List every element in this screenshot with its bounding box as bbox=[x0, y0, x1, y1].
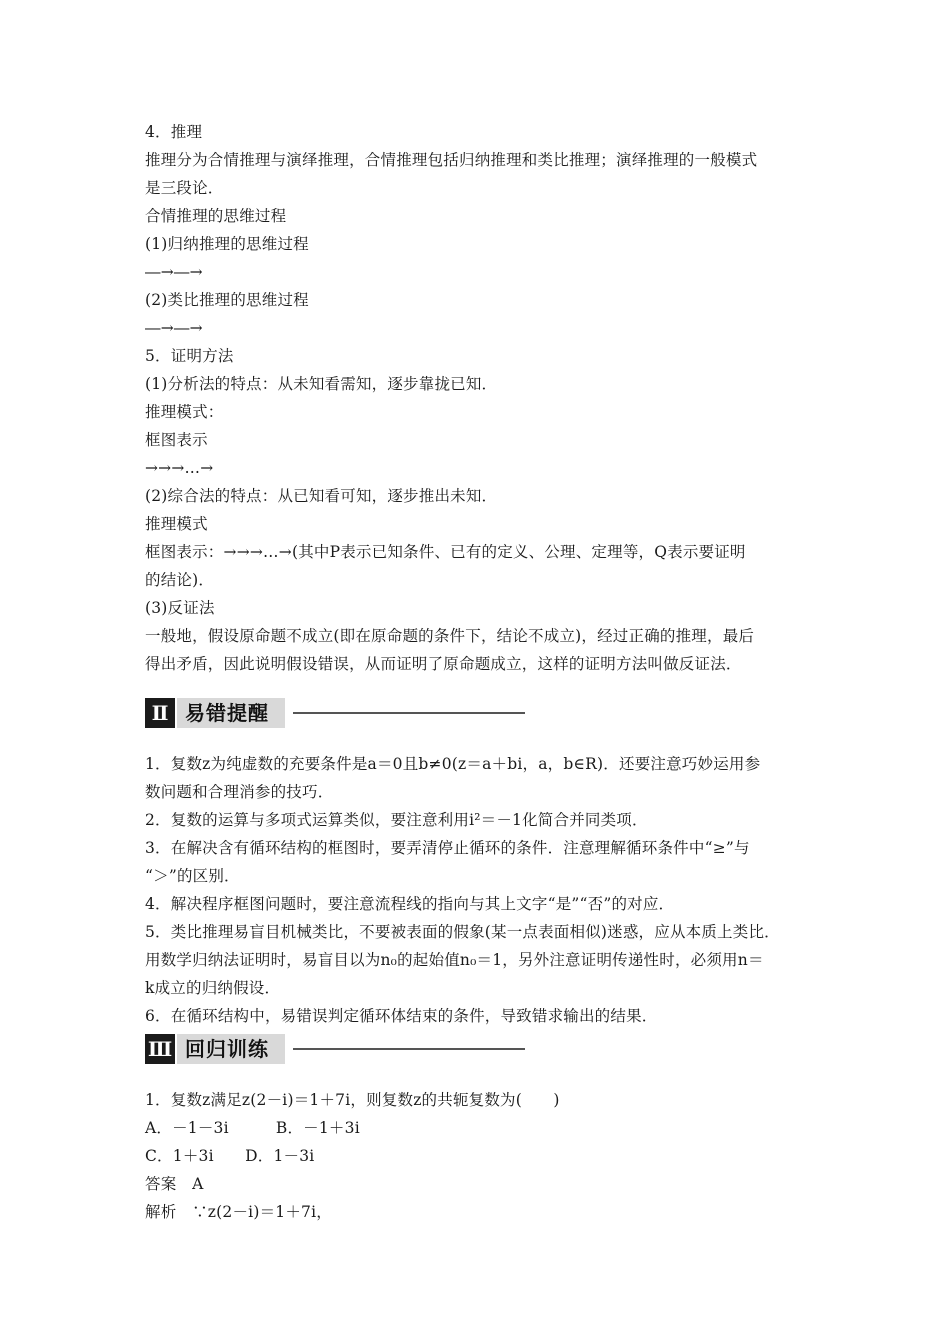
list-item: 2．复数的运算与多项式运算类似，要注意利用i²＝－1化简合并同类项． bbox=[145, 811, 648, 829]
section-divider bbox=[293, 712, 525, 714]
section-title: 易错提醒 bbox=[177, 698, 285, 728]
paragraph-line: 得出矛盾，因此说明假设错误，从而证明了原命题成立，这样的证明方法叫做反证法． bbox=[145, 655, 742, 673]
paragraph-line: 框图表示 bbox=[145, 431, 208, 449]
paragraph-line: 是三段论． bbox=[145, 179, 224, 197]
flow-arrows: ―→―→ bbox=[145, 263, 203, 281]
paragraph-line: 一般地，假设原命题不成立(即在原命题的条件下，结论不成立)，经过正确的推理，最后 bbox=[145, 627, 755, 645]
flow-arrows: →→→…→ bbox=[145, 459, 214, 477]
paragraph-line: 推理分为合情推理与演绎推理，合情推理包括归纳推理和类比推理；演绎推理的一般模式 bbox=[145, 151, 758, 169]
paragraph-line: (2)类比推理的思维过程 bbox=[145, 291, 309, 309]
section-header-review-exercises bbox=[145, 1034, 525, 1064]
section-number-badge: Ⅱ bbox=[145, 698, 175, 728]
section-number-badge: Ⅲ bbox=[145, 1034, 175, 1064]
question-stem: 1．复数z满足z(2－i)＝1＋7i，则复数z的共轭复数为( ) bbox=[145, 1091, 560, 1109]
list-item: 数问题和合理消参的技巧． bbox=[145, 783, 334, 801]
list-item: 1．复数z为纯虚数的充要条件是a＝0且b≠0(z＝a＋bi，a，b∈R)．还要注意巧妙运用参 bbox=[145, 755, 761, 773]
list-item: 用数学归纳法证明时，易盲目以为n₀的起始值n₀＝1，另外注意证明传递性时，必须用n＝ bbox=[145, 951, 764, 969]
list-item: 4．解决程序框图问题时，要注意流程线的指向与其上文字“是”“否”的对应． bbox=[145, 895, 675, 913]
analysis-line: 解析 ∵z(2－i)＝1＋7i， bbox=[145, 1203, 332, 1221]
paragraph-line: 推理模式： bbox=[145, 403, 224, 421]
answer-options: A．－1－3i B．－1＋3i bbox=[145, 1119, 360, 1137]
answer-line: 答案 A bbox=[145, 1175, 204, 1193]
paragraph-line: 框图表示：→→→…→(其中P表示已知条件、已有的定义、公理、定理等，Q表示要证明 bbox=[145, 543, 746, 561]
list-item: 6．在循环结构中，易错误判定循环体结束的条件，导致错求输出的结果． bbox=[145, 1007, 658, 1025]
list-item: 3．在解决含有循环结构的框图时，要弄清停止循环的条件．注意理解循环条件中“≥”与 bbox=[145, 839, 750, 857]
paragraph-line: 推理模式 bbox=[145, 515, 208, 533]
list-item: 5．类比推理易盲目机械类比，不要被表面的假象(某一点表面相似)迷惑，应从本质上类比． bbox=[145, 923, 780, 941]
paragraph-line: 合情推理的思维过程 bbox=[145, 207, 287, 225]
paragraph-line: (1)归纳推理的思维过程 bbox=[145, 235, 309, 253]
section-title: 回归训练 bbox=[177, 1034, 285, 1064]
paragraph-line: (2)综合法的特点：从已知看可知，逐步推出未知． bbox=[145, 487, 498, 505]
heading-proof-methods: 5．证明方法 bbox=[145, 347, 234, 365]
paragraph-line: (3)反证法 bbox=[145, 599, 215, 617]
heading-reasoning: 4．推理 bbox=[145, 123, 203, 141]
paragraph-line: 的结论)． bbox=[145, 571, 215, 589]
list-item: “＞”的区别． bbox=[145, 867, 240, 885]
paragraph-line: (1)分析法的特点：从未知看需知，逐步靠拢已知． bbox=[145, 375, 498, 393]
flow-arrows: ―→―→ bbox=[145, 319, 203, 337]
answer-options: C．1＋3i D．1－3i bbox=[145, 1147, 315, 1165]
section-header-common-mistakes bbox=[145, 698, 525, 728]
section-divider bbox=[293, 1048, 525, 1050]
list-item: k成立的归纳假设． bbox=[145, 979, 281, 997]
